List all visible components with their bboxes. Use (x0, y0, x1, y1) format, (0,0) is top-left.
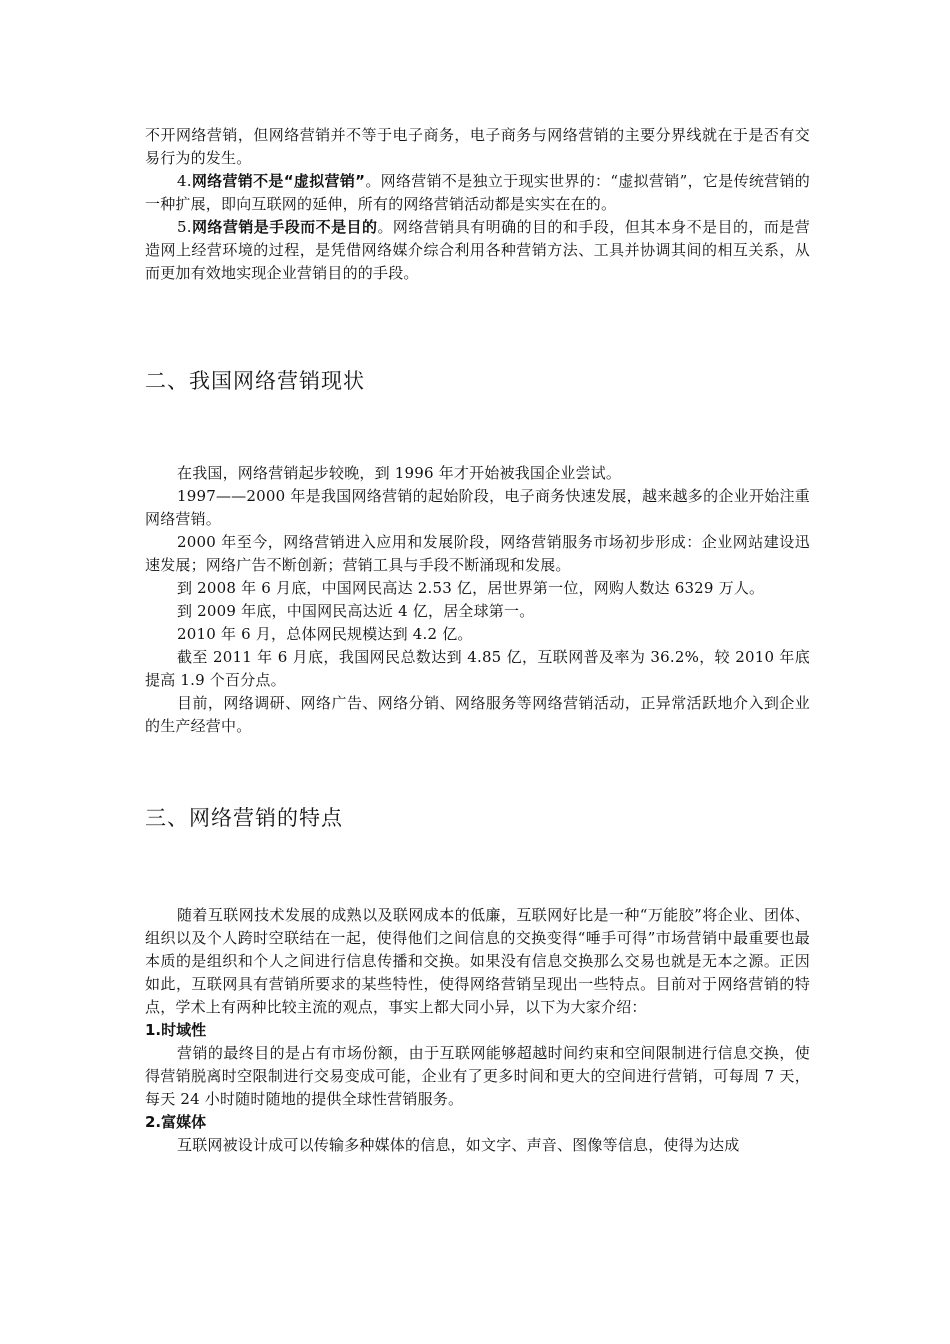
paragraph: 2010 年 6 月，总体网民规模达到 4.2 亿。 (177, 625, 473, 643)
section-heading: 二、我国网络营销现状 (145, 369, 365, 393)
subheading: 1.时域性 (145, 1021, 207, 1039)
paragraph: 在我国，网络营销起步较晚，到 1996 年才开始被我国企业尝试。 (177, 464, 622, 482)
list-item-5 (145, 216, 810, 285)
paragraph: 不开网络营销，但网络营销并不等于电子商务，电子商务与网络营销的主要分界线就在于是否有交易行为的发生。 (145, 126, 810, 167)
section2-body (145, 462, 810, 738)
item-text: 。网络营销不是独立于现实世界的：“虚拟营销”，它是传统营销的一种扩展，即向互联网的延伸，所有的网络营销活动都是实实在在的。 (145, 172, 810, 213)
item-text: 。网络营销具有明确的目的和手段，但其本身不是目的，而是营造网上经营环境的过程，是凭借网络媒介综合利用各种营销方法、工具并协调其间的相互关系，从而更加有效地实现企业营销目的的手段。 (145, 218, 811, 282)
paragraph: 到 2008 年 6 月底，中国网民高达 2.53 亿，居世界第一位，网购人数达 6329 万人。 (177, 579, 765, 597)
item-bold-title: 网络营销不是“虚拟营销” (191, 172, 366, 190)
item-bold-title: 网络营销是手段而不是目的 (191, 218, 378, 236)
item-number: 4. (177, 172, 192, 190)
section-heading: 三、网络营销的特点 (145, 806, 343, 830)
item-number: 5. (177, 218, 192, 236)
paragraph: 截至 2011 年 6 月底，我国网民总数达到 4.85 亿，互联网普及率为 36.2%，较 2010 年底提高 1.9 个百分点。 (145, 648, 810, 689)
section3-body (145, 904, 810, 1157)
paragraph: 互联网被设计成可以传输多种媒体的信息，如文字、声音、图像等信息，使得为达成 (177, 1136, 740, 1154)
paragraph: 营销的最终目的是占有市场份额，由于互联网能够超越时间约束和空间限制进行信息交换，使得营销脱离时空限制进行交易变成可能，企业有了更多时间和更大的空间进行营销，可每周 7 天，每天 24 小时随时随地的提供全球性营销服务。 (145, 1044, 810, 1108)
paragraph: 2000 年至今，网络营销进入应用和发展阶段，网络营销服务市场初步形成：企业网站建设迅速发展；网络广告不断创新；营销工具与手段不断涌现和发展。 (145, 533, 810, 574)
subheading: 2.富媒体 (145, 1113, 207, 1131)
paragraph: 1997——2000 年是我国网络营销的起始阶段，电子商务快速发展，越来越多的企业开始注重网络营销。 (145, 487, 810, 528)
paragraph: 到 2009 年底，中国网民高达近 4 亿，居全球第一。 (177, 602, 535, 620)
paragraph: 目前，网络调研、网络广告、网络分销、网络服务等网络营销活动，正异常活跃地介入到企业的生产经营中。 (145, 694, 810, 735)
paragraph: 随着互联网技术发展的成熟以及联网成本的低廉，互联网好比是一种“万能胶”将企业、团体、组织以及个人跨时空联结在一起，使得他们之间信息的交换变得“唾手可得”市场营销中最重要也最本质的是组织和个人之间进行信息传播和交换。如果没有信息交换那么交易也就是无本之源。正因如此，互联网具有营销所要求的某些特性，使得网络营销呈现出一些特点。目前对于网络营销的特点，学术上有两种比较主流的观点，事实上都大同小异，以下为大家介绍： (145, 906, 810, 1016)
section1-tail (145, 124, 810, 285)
list-item-4 (145, 170, 810, 216)
